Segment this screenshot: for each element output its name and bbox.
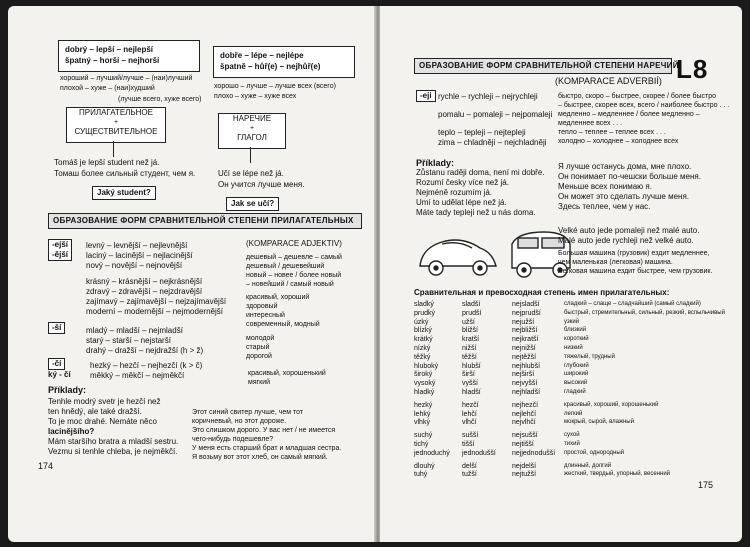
form-line: krásný – krásnější – nejkrásnější: [86, 277, 203, 286]
section-title: ОБРАЗОВАНИЕ ФОРМ СРАВНИТЕЛЬНОЙ СТЕПЕНИ НАРЕЧИЙ: [414, 58, 672, 74]
forms-group-d: [90, 361, 202, 381]
arrow-line: [250, 147, 251, 163]
table-cell: nejkratší: [512, 336, 539, 344]
form-ru: красивый, хорошенький: [248, 370, 326, 377]
table-cell: kratší: [462, 336, 480, 344]
table-cell: sladký: [414, 301, 434, 308]
box-line: СУЩЕСТВИТЕЛЬНОЕ: [74, 127, 158, 136]
form-line: drahý – dražší – nejdražší (h > ž): [86, 346, 204, 355]
example-line: Этот синий свитер лучше, чем тот: [192, 409, 304, 416]
table-cell: nejsladší: [512, 301, 540, 308]
form-ru: тепло – теплее – теплее всех . . .: [558, 129, 666, 136]
table-cell: сухой: [564, 432, 580, 439]
form-line: zajímavý – zajímavější – nejzajímavější: [86, 297, 227, 306]
example-line: Здесь теплее, чем у нас.: [558, 202, 651, 211]
table-cell: krátký: [414, 336, 433, 344]
example-line: Это слишком дорого. У вас нет / не имеется: [192, 427, 336, 434]
example-line: Rozumí česky více než já.: [416, 178, 509, 187]
lesson-number: L8: [676, 54, 709, 84]
example-line: Nejméně rozumím já.: [416, 188, 493, 197]
example-ru: Томаш более сильный студент, чем я.: [54, 169, 196, 178]
table-cell: nejsušší: [512, 432, 538, 440]
adv-row-well: dobře – lépe – nejlépe: [220, 51, 304, 60]
table-cell: простой, однородный: [564, 449, 625, 456]
table-cell: suchý: [414, 432, 433, 440]
table-cell: длинный, долгий: [564, 462, 612, 469]
form-line: starý – starší – nejstarší: [86, 336, 171, 345]
box-line: ГЛАГОЛ: [237, 133, 267, 142]
form-line: rychle – rychleji – nejrychleji: [438, 92, 538, 101]
suffix-box-si: -ší: [48, 322, 65, 334]
example-line: lacinějšího?: [48, 427, 95, 436]
form-ru: – быстрее, скорее всех, всего / наиболее быстро . . .: [558, 102, 730, 109]
table-cell: užší: [462, 318, 475, 326]
table-cell: jednoduchý: [414, 449, 450, 457]
example-line: Я лучше останусь дома, мне плохо.: [558, 162, 692, 171]
adj-ru-line: плохой – хуже – (наи)худший: [60, 85, 155, 92]
page-number: 175: [698, 480, 714, 490]
example-line: коричневый, но этот дороже.: [192, 418, 287, 425]
table-cell: široký: [414, 371, 433, 379]
left-page: [8, 6, 376, 542]
table-cell: vlhký: [414, 419, 430, 427]
form-ru: старый: [246, 344, 270, 351]
table-cell: prudší: [462, 309, 482, 317]
form-line: hezký – hezčí – nejhezčí (k > č): [90, 361, 203, 370]
example-line: Легковая машина ездит быстрее, чем грузовик.: [558, 268, 713, 275]
adv-ru-line: плохо – хуже – хуже всех: [214, 93, 297, 100]
example-line: Velké auto jede pomaleji než malé auto.: [558, 226, 700, 235]
table-cell: širší: [462, 371, 475, 379]
example-line: Malé auto jede rychleji než velké auto.: [558, 236, 694, 245]
table-cell: nejnižší: [512, 345, 536, 352]
adjective-comparison-box: [58, 40, 200, 72]
cars-illustration: [414, 222, 574, 284]
form-line: pomalu – pomaleji – nejpomaleji: [438, 110, 553, 119]
example-line: Vezmu si tenhle chleba, je nejměkčí.: [48, 447, 178, 456]
suffix-label: -ější: [52, 250, 69, 259]
form-ru: – новейший / самый новый: [246, 281, 334, 288]
example-line: Máte tady tepleji než u nás doma.: [416, 208, 536, 217]
form-line: měkký – měkčí – nejměkčí: [90, 371, 185, 380]
form-line: zdravý – zdravější – nejzdravější: [86, 287, 203, 296]
table-cell: prudký: [414, 309, 436, 317]
table-cell: tužší: [462, 471, 477, 479]
table-cell: hladký: [414, 389, 435, 396]
example-line: Он понимает по-чешски больше меня.: [558, 172, 701, 181]
forms-group-d-ru: [248, 369, 326, 387]
adv-row-badly: špatně – hůř(e) – nejhůř(e): [220, 62, 321, 71]
forms-group-b-ru: [246, 293, 320, 329]
box-line: ПРИЛАГАТЕЛЬНОЕ: [79, 108, 153, 117]
adjective-noun-box: [66, 107, 166, 143]
table-cell: tuhý: [414, 471, 428, 479]
table-cell: nejtišší: [512, 441, 534, 448]
table-cell: высокий: [564, 380, 588, 387]
adj-row-bad: špatný – horší – nejhorší: [65, 56, 160, 65]
section-title: ОБРАЗОВАНИЕ ФОРМ СРАВНИТЕЛЬНОЙ СТЕПЕНИ ПРИЛАГАТЕЛЬНЫХ: [48, 213, 362, 229]
table-cell: sladší: [462, 301, 481, 308]
table-cell: тихий: [564, 441, 580, 447]
small-car-icon: [420, 240, 496, 275]
table-cell: тяжелый, трудный: [564, 353, 615, 360]
form-line: nový – novější – nejnovější: [86, 261, 183, 270]
form-ru: холодно – холоднее – холоднее всех: [558, 138, 679, 145]
example-ru: Он учится лучше меня.: [218, 180, 305, 189]
form-ru: медленно – медленнее / более медленно –: [558, 111, 700, 118]
table-cell: жесткий, твердый, упорный, весенний: [564, 471, 671, 478]
table-cell: tišší: [462, 441, 475, 448]
forms-group-b: [86, 277, 226, 317]
form-line: teplo – tepleji – nejtepleji: [438, 128, 526, 137]
box-line: +: [249, 125, 255, 132]
form-line: levný – levnější – nejlevnější: [86, 241, 188, 250]
table-cell: nejtužší: [512, 471, 537, 479]
form-ru: интересный: [246, 312, 285, 319]
table-cell: nejbližší: [512, 327, 538, 335]
table-cell: těžký: [414, 353, 431, 361]
suffix-label: ký - čí: [48, 370, 71, 379]
example-line: Zůstanu raději doma, není mi dobře.: [416, 168, 545, 177]
form-ru: мягкий: [248, 379, 271, 386]
table-cell: быстрый, стремительный, сильный, резкий, вспыльчивый: [564, 309, 725, 316]
table-cell: глубокий: [564, 362, 589, 369]
form-ru: современный, модный: [246, 321, 320, 328]
table-cell: tichý: [414, 441, 429, 448]
forms-group-c-ru: [246, 334, 274, 361]
examples-ru: [192, 408, 341, 462]
adj-ru-line: хороший – лучший/лучше – (наи)лучший: [60, 75, 193, 82]
table-cell: vlhčí: [462, 419, 477, 427]
table-cell: hezčí: [462, 401, 479, 409]
table-cell: мокрый, сырой, влажный: [564, 419, 634, 426]
table-cell: nejhladší: [512, 389, 541, 396]
form-line: laciný – lacinější – nejlacinější: [86, 251, 193, 260]
table-cell: vysoký: [414, 380, 436, 388]
adverb-forms: [438, 92, 552, 148]
form-line: mladý – mladší – nejmladší: [86, 326, 183, 335]
box-line: НАРЕЧИЕ: [232, 114, 272, 123]
car-sentences-ru: [558, 249, 712, 276]
adverb-verb-box: [218, 113, 286, 149]
table-cell: hezký: [414, 401, 433, 409]
table-cell: hladší: [462, 389, 481, 396]
form-ru: здоровый: [246, 303, 278, 310]
section-subtitle: (KOMPARACE ADVERBIÍ): [555, 76, 662, 86]
table-cell: delší: [462, 462, 477, 470]
table-cell: bližší: [462, 327, 478, 335]
question-box: Jaký student?: [92, 186, 156, 200]
suffix-box-ejsi: [48, 239, 72, 261]
table-cell: sušší: [462, 432, 479, 440]
forms-group-c: [86, 326, 203, 356]
examples-ru: [558, 162, 701, 212]
forms-group-a-ru: [246, 253, 342, 289]
table-cell: nejjednodušší: [512, 449, 556, 457]
table-cell: красивый, хороший, хорошенький: [564, 401, 659, 408]
form-ru: новый – новее / более новый: [246, 272, 342, 279]
example-line: Umí to udělat lépe než já.: [416, 198, 507, 207]
table-cell: lehčí: [462, 410, 477, 418]
form-line: moderní – modernější – nejmodernější: [86, 307, 223, 316]
table-cell: низкий: [564, 345, 583, 351]
adverb-forms-ru: [558, 92, 729, 146]
example-cz: Učí se lépe než já.: [218, 169, 284, 178]
table-cell: hluboký: [414, 362, 439, 370]
table-cell: nejvyšší: [512, 380, 538, 388]
table-cell: nejlehčí: [512, 410, 537, 418]
car-sentences-cz: [558, 226, 699, 246]
example-line: Меньше всех понимаю я.: [558, 182, 652, 191]
forms-group-a: [86, 241, 193, 271]
table-title: Сравнительная и превосходная степень имен прилагательных:: [414, 288, 670, 297]
table-cell: blízký: [414, 327, 432, 335]
table-cell: vyšší: [462, 380, 478, 388]
table-cell: úzký: [414, 318, 429, 326]
section-subtitle: (KOMPARACE ADJEKTIV): [246, 239, 342, 248]
suffix-label: -ejší: [52, 240, 69, 249]
book-spread: [8, 6, 742, 542]
example-line: Он может это сделать лучше меня.: [558, 192, 689, 201]
suffix-block-ci: [48, 358, 71, 380]
adj-row-good: dobrý – lepší – nejlepší: [65, 45, 154, 54]
example-line: To je moc drahé. Nemáte něco: [48, 417, 157, 426]
table-cell: hlubší: [462, 362, 481, 370]
table-cell: узкий: [564, 318, 580, 325]
example-line: У меня есть старший брат и младшая сестра.: [192, 445, 342, 452]
table-cell: близкий: [564, 327, 587, 334]
form-ru: молодой: [246, 335, 275, 342]
arrow-line: [113, 141, 114, 157]
examples-title: Příklady:: [48, 385, 87, 395]
examples-title: Příklady:: [416, 158, 455, 168]
page-number: 174: [38, 461, 54, 471]
table-cell: гладкий: [564, 389, 586, 395]
table-cell: nejužší: [512, 318, 535, 326]
form-ru: быстро, скоро – быстрее, скорее / более быстро: [558, 93, 716, 100]
adv-ru-line: хорошо – лучше – лучше всех (всего): [214, 83, 336, 90]
question-box: Jak se učí?: [226, 197, 279, 211]
example-line: чем маленькая (легковая) машина.: [558, 259, 673, 266]
example-line: Большая машина (грузовик) ездит медленнее,: [558, 250, 710, 257]
right-page: [380, 6, 742, 542]
adverb-comparison-box: [213, 46, 355, 78]
form-line: zima – chladněji – nejchladněji: [438, 138, 547, 147]
table-cell: nižší: [462, 345, 477, 352]
example-line: чего-нибудь подешевле?: [192, 436, 274, 443]
box-line: +: [113, 119, 119, 126]
table-cell: nejvlhčí: [512, 419, 536, 427]
form-ru: дешевый / дешевейший: [246, 263, 325, 270]
table-cell: nejprudší: [512, 309, 541, 317]
form-ru: красивый, хороший: [246, 294, 310, 301]
example-line: ten hnědý, ale také dražší.: [48, 407, 142, 416]
examples-cz: [48, 397, 178, 457]
form-ru: дешевый – дешевле – самый: [246, 254, 342, 261]
example-cz: Tomáš je lepší student než já.: [54, 158, 160, 167]
table-cell: nejtěžší: [512, 353, 537, 361]
table-cell: nejhezčí: [512, 401, 539, 409]
suffix-label: -čí: [48, 358, 65, 370]
table-cell: jednodušší: [462, 449, 496, 457]
table-cell: nejdelší: [512, 462, 537, 470]
table-cell: короткий: [564, 336, 589, 343]
table-cell: nejhlubší: [512, 362, 541, 370]
example-line: Tenhle modrý svetr je hezčí než: [48, 397, 161, 406]
form-ru: медленнее всех . . .: [558, 120, 623, 127]
suffix-box-eji: -eji: [416, 90, 436, 102]
table-cell: dlouhý: [414, 462, 435, 470]
examples-cz: [416, 168, 545, 218]
table-cell: сладкий – слаще – сладчайший (самый сладкий): [564, 301, 701, 307]
form-ru: дорогой: [246, 353, 272, 360]
table-cell: широкий: [564, 371, 589, 378]
adj-ru-line: (лучше всего, хуже всего): [118, 96, 202, 103]
table-cell: nejširší: [512, 371, 535, 379]
table-cell: lehký: [414, 410, 431, 418]
table-cell: těžší: [462, 353, 477, 361]
example-line: Mám staršího bratra a mladší sestru.: [48, 437, 179, 446]
table-cell: nízký: [414, 345, 431, 352]
table-cell: легкий: [564, 410, 583, 417]
example-line: Я возьму вот этот хлеб, он самый мягкий.: [192, 454, 328, 461]
